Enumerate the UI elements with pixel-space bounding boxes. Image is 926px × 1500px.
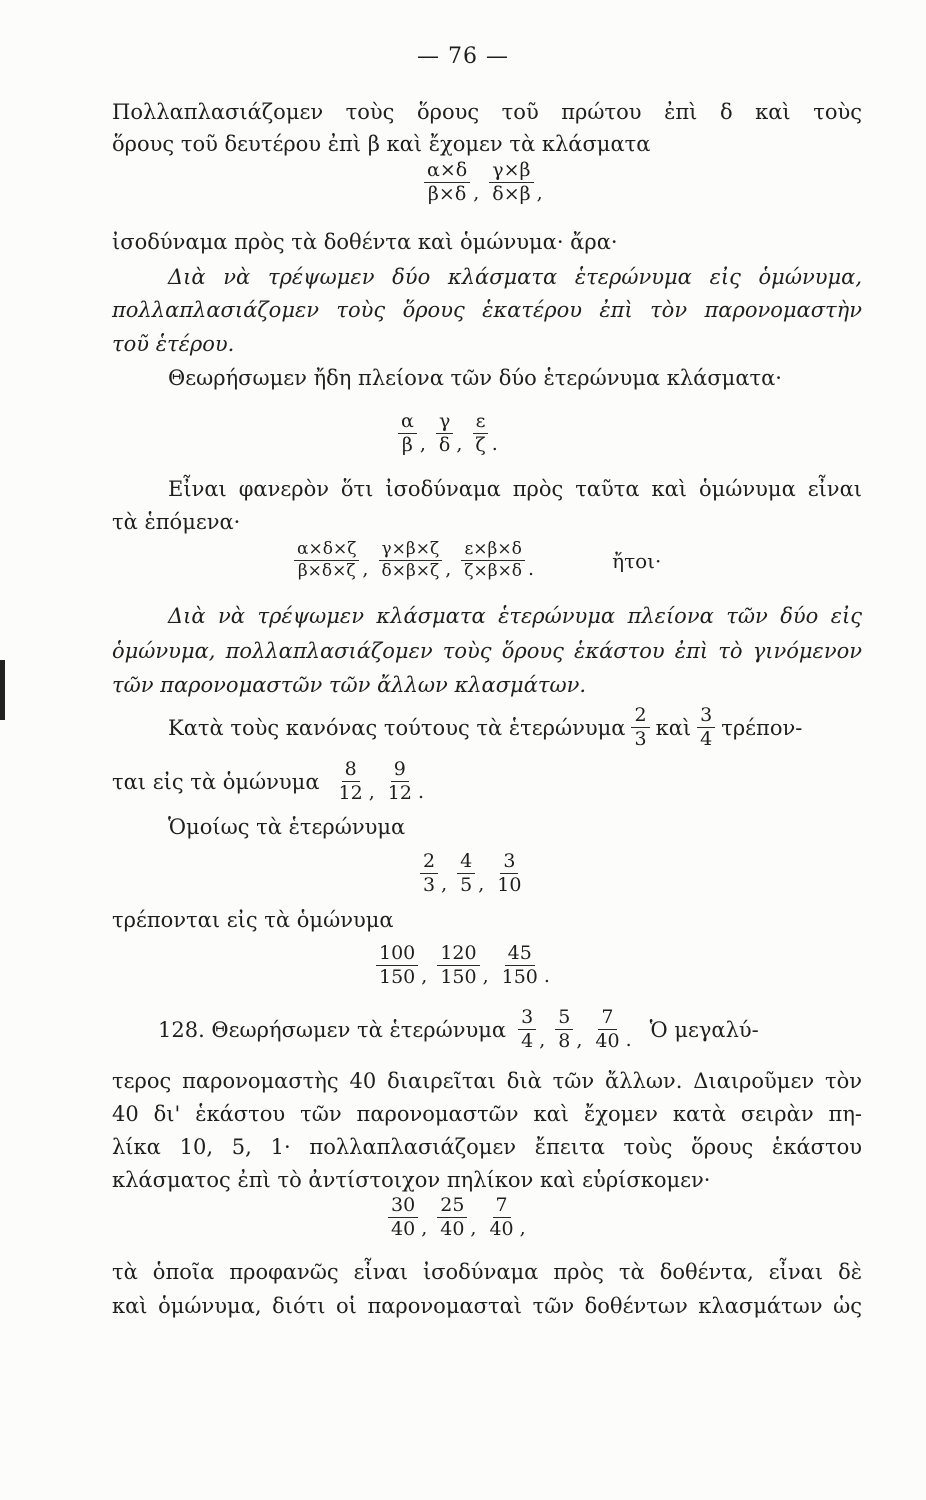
scan-edge-shadow [0, 660, 5, 720]
text-line: Εἶναι φανερὸν ὅτι ἰσοδύναμα πρὸς ταῦτα καὶ ὁμώνυμα εἶναι [168, 477, 862, 501]
text-line: ὁμώνυμα, πολλαπλασιάζομεν τοὺς ὅρους ἑκάστου ἐπὶ τὸ γινόμενον [112, 639, 862, 663]
text-line: τρέπονται εἰς τὰ ὁμώνυμα [112, 908, 394, 932]
text-line: τῶν παρονομαστῶν τῶν ἄλλων κλασμάτων. [112, 673, 587, 697]
fraction-group-6: $\frac{2}{3}$ , $\frac{4}{5}$ , $\frac{3}{10}$ [418, 852, 526, 895]
text-line: τοῦ ἑτέρου. [112, 332, 235, 356]
text-line: 40 δι' ἑκάστου τῶν παρονομαστῶν καὶ ἔχομεν κατὰ σειρὰν πη- [112, 1102, 862, 1126]
fraction: $\frac{2}{3}$ [631, 706, 649, 749]
text-line: λίκα 10, 5, 1· πολλαπλασιάζομεν ἔπειτα τοὺς ὅρους ἑκάστου [112, 1135, 862, 1159]
text-fragment: 128. Θεωρήσωμεν τὰ ἑτερώνυμα [158, 1017, 507, 1042]
fraction: $\frac{4}{5}$ [457, 852, 475, 895]
text-line: ἰσοδύναμα πρὸς τὰ δοθέντα καὶ ὁμώνυμα· ἄρα· [112, 230, 618, 254]
fraction: $\frac{3}{10}$ [497, 850, 522, 896]
fraction: $\frac{\gamma\times\beta}{\delta\times\beta}$ [489, 161, 533, 204]
fraction: $\frac{7}{40}$ [595, 1006, 620, 1052]
text-fragment: ἤτοι· [612, 548, 662, 573]
fraction: $\frac{7}{40}$ [489, 1194, 514, 1240]
fraction: $\frac{3}{4}$ [518, 1008, 536, 1051]
fraction-group-7: $\frac{100}{150}$ , $\frac{120}{150}$ , $\frac{45}{150}$ . [374, 944, 558, 987]
page-number: — 76 — [417, 44, 509, 69]
fraction-group-2: $\frac{\alpha}{\beta}$ , $\frac{\gamma}{\delta}$ , $\frac{\varepsilon}{\zeta}$ . [396, 412, 506, 455]
fraction: $\frac{\alpha}{\beta}$ [398, 412, 417, 455]
text-line: πολλαπλασιάζομεν τοὺς ὅρους ἑκατέρου ἐπὶ τὸν παρονομαστὴν [112, 298, 862, 322]
fraction: $\frac{8}{12}$ [338, 758, 363, 804]
fraction: $\frac{25}{40}$ [437, 1196, 467, 1239]
fraction: $\frac{45}{150}$ [501, 942, 538, 988]
text-fragment: τρέπον- [721, 715, 803, 740]
text-line: Διὰ νὰ τρέψωμεν κλάσματα ἑτερώνυμα πλείονα τῶν δύο εἰς [168, 604, 862, 628]
text-line: ὅρους τοῦ δευτέρου ἐπὶ β καὶ ἔχομεν τὰ κλάσματα [112, 132, 651, 156]
text-line: Θεωρήσωμεν ἤδη πλείονα τῶν δύο ἑτερώνυμα κλάσματα· [168, 366, 782, 390]
text-line: κλάσματος ἐπὶ τὸ ἀντίστοιχον πηλίκον καὶ εὑρίσκομεν· [112, 1168, 711, 1192]
text-line: Ὁμοίως τὰ ἑτερώνυμα [168, 815, 406, 839]
fraction: $\frac{\gamma\times\beta\times\zeta}{\delta\times\beta\times\zeta}$ [378, 541, 442, 580]
fraction-line-14: ται εἰς τὰ ὁμώνυμα $\frac{8}{12}$ , $\frac{9}{12}$ . [112, 758, 424, 804]
fraction-group-9: $\frac{30}{40}$ , $\frac{25}{40}$ , $\frac{7}{40}$ , [386, 1196, 534, 1239]
fraction: $\frac{\alpha\times\delta}{\beta\times\delta}$ [424, 161, 470, 204]
text-fragment: ται εἰς τὰ ὁμώνυμα [112, 769, 320, 794]
text-line: τὰ ἑπόμενα· [112, 510, 241, 534]
text-fragment: καὶ [655, 715, 692, 740]
fraction: $\frac{\varepsilon\times\beta\times\delta}{\zeta\times\beta\times\delta}$ [461, 541, 525, 580]
fraction-group-3: $\frac{\alpha\times\delta\times\zeta}{\beta\times\delta\times\zeta}$ , $\frac{\gamma\times\beta\times\zeta}{\delta\times\beta\times\zeta}$ , $\frac{\varepsilon\times\beta\times\delta}{\zeta\times\beta\times\delta}$ . ἤτοι· [292, 541, 661, 580]
text-fragment: Κατὰ τοὺς κανόνας τούτους τὰ ἑτερώνυμα [168, 715, 626, 740]
fraction-line-17: 128. Θεωρήσωμεν τὰ ἑτερώνυμα $\frac{3}{4}$ , $\frac{5}{8}$ , $\frac{7}{40}$ . Ὁ μεγαλύ- [158, 1006, 759, 1052]
text-line: τὰ ὁποῖα προφανῶς εἶναι ἰσοδύναμα πρὸς τὰ δοθέντα, εἶναι δὲ [112, 1260, 862, 1284]
fraction: $\frac{5}{8}$ [555, 1008, 573, 1051]
text-line: καὶ ὁμώνυμα, διότι οἱ παρονομασταὶ τῶν δοθέντων κλασμάτων ὡς [112, 1294, 862, 1318]
fraction: $\frac{\varepsilon}{\zeta}$ [472, 412, 488, 455]
fraction: $\frac{2}{3}$ [420, 852, 438, 895]
fraction: $\frac{9}{12}$ [387, 758, 412, 804]
text-line: Διὰ νὰ τρέψωμεν δύο κλάσματα ἑτερώνυμα εἰς ὁμώνυμα, [168, 265, 862, 289]
fraction: $\frac{3}{4}$ [697, 706, 715, 749]
fraction: $\frac{120}{150}$ [437, 944, 479, 987]
fraction-group-1: $\frac{\alpha\times\delta}{\beta\times\delta}$ , $\frac{\gamma\times\beta}{\delta\times\beta}$ , [422, 161, 551, 204]
text-fragment: Ὁ μεγαλύ- [649, 1017, 759, 1042]
fraction-line-13 [168, 706, 806, 749]
fraction: $\frac{\gamma}{\delta}$ [436, 412, 453, 455]
fraction: $\frac{30}{40}$ [388, 1196, 418, 1239]
text-line: Πολλαπλασιάζομεν τοὺς ὅρους τοῦ πρώτου ἐπὶ δ καὶ τοὺς [112, 100, 862, 124]
fraction: $\frac{100}{150}$ [376, 944, 418, 987]
fraction: $\frac{\alpha\times\delta\times\zeta}{\beta\times\delta\times\zeta}$ [294, 541, 359, 580]
text-line: τερος παρονομαστὴς 40 διαιρεῖται διὰ τῶν ἄλλων. Διαιροῦμεν τὸν [112, 1069, 862, 1093]
